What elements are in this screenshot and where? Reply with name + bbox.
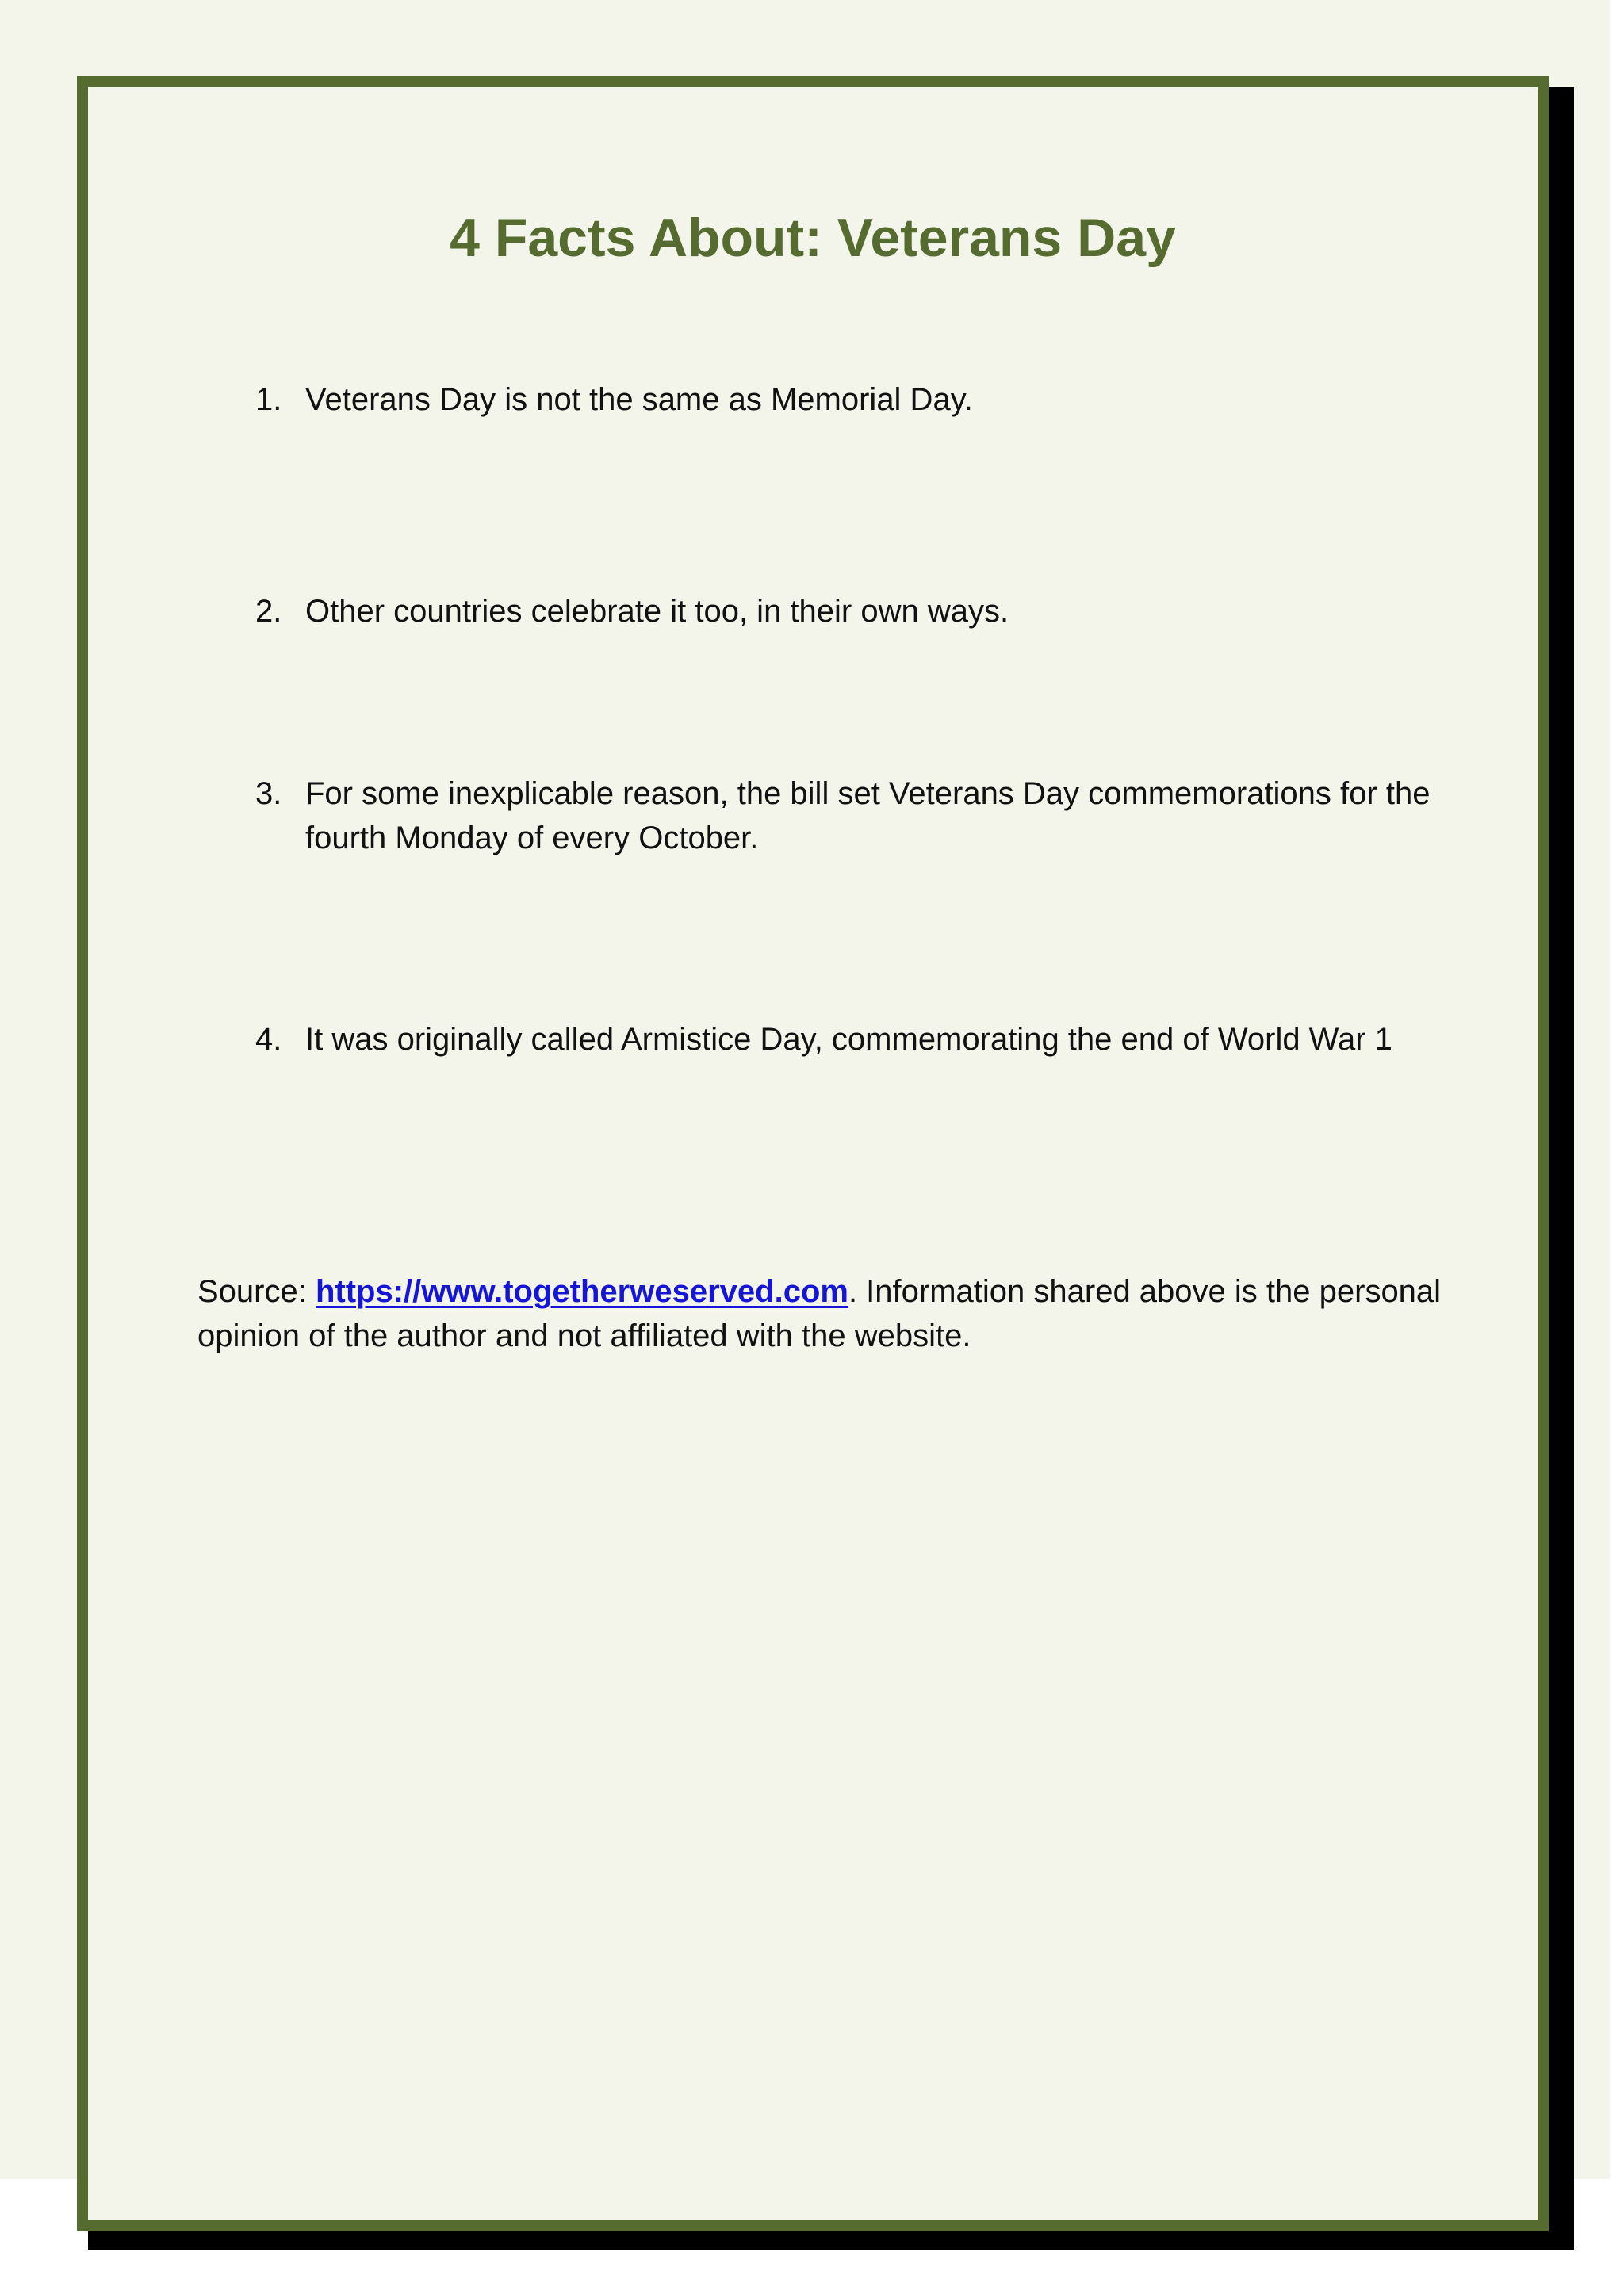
source-note — [197, 1269, 1466, 1358]
source-disclaimer: . Information shared above is the personal opinion of the author and not affiliated with the website. — [197, 1274, 1442, 1353]
fact-number: 2. — [255, 594, 282, 629]
fact-text: It was originally called Armistice Day, commemorating the end of World War 1 — [305, 1022, 1392, 1057]
fact-number: 1. — [255, 382, 282, 417]
document-frame — [77, 76, 1549, 2231]
fact-item-3 — [255, 771, 1445, 860]
fact-number: 4. — [255, 1022, 282, 1057]
fact-item-1 — [255, 377, 1445, 422]
fact-text: For some inexplicable reason, the bill set Veterans Day commemorations for the fourth Monday of every October. — [305, 776, 1431, 855]
source-link[interactable]: https://www.togetherweserved.com — [315, 1274, 848, 1309]
source-prefix: Source: — [197, 1274, 316, 1309]
fact-text: Veterans Day is not the same as Memorial Day. — [305, 382, 973, 417]
fact-item-4 — [255, 1017, 1445, 1062]
fact-number: 3. — [255, 776, 282, 811]
fact-item-2 — [255, 589, 1445, 633]
fact-text: Other countries celebrate it too, in their own ways. — [305, 594, 1009, 629]
page-title: 4 Facts About: Veterans Day — [450, 208, 1176, 268]
